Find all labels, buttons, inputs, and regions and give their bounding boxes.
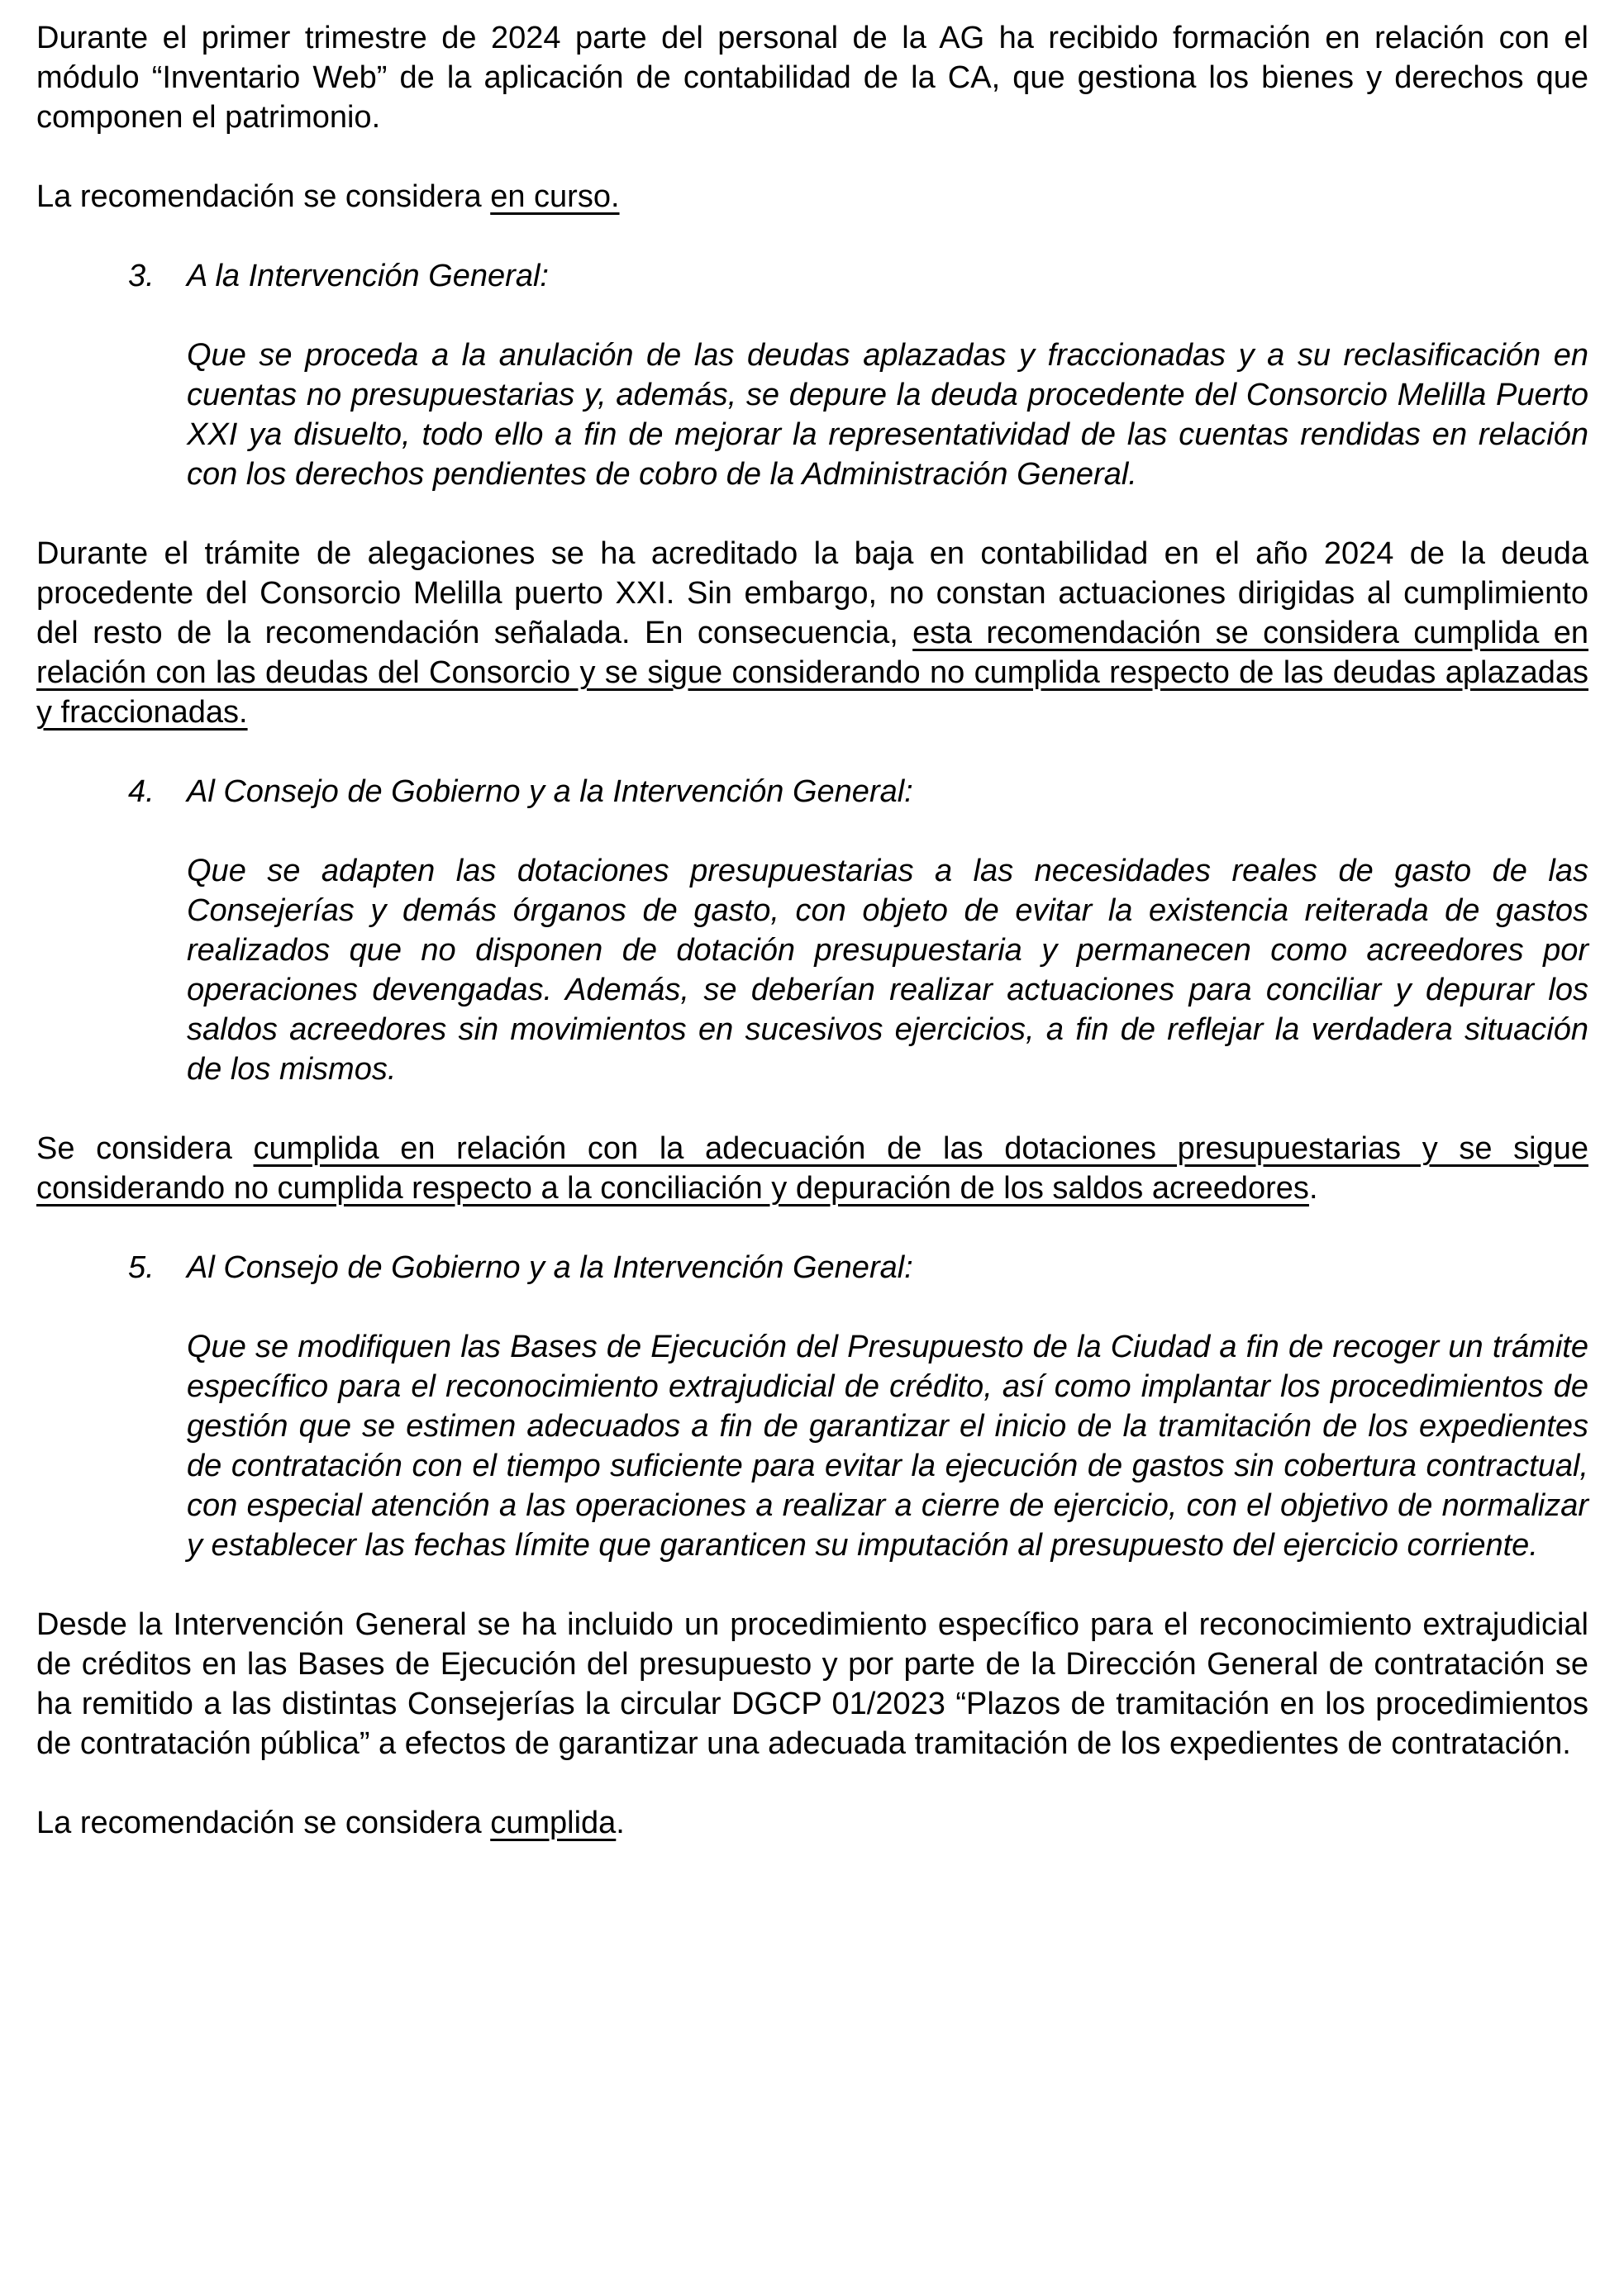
status-line-en-curso-text: La recomendación se considera xyxy=(36,179,491,214)
recommendation-3-quote: Que se proceda a la anulación de las deudas aplazadas y fraccionadas y a su reclasificación en cuentas no presupuestarias y, además, se depure la deuda procedente del Consorcio Melilla Puerto XXI ya disuelto, todo ello a fin de mejorar la representatividad de las cuentas rendidas en relación con los derechos pendientes de cobro de la Administración General. xyxy=(187,338,1588,492)
list-item-4-heading: Al Consejo de Gobierno y a la Intervención General: xyxy=(187,774,913,809)
paragraph-intro: Durante el primer trimestre de 2024 parte del personal de la AG ha recibido formación en relación con el módulo “Inventario Web” de la aplicación de contabilidad de la CA, que gestiona los bienes y derechos que componen el patrimonio. xyxy=(36,21,1588,135)
status-line-en-curso-underlined: en curso. xyxy=(490,179,620,214)
list-item-5-heading: Al Consejo de Gobierno y a la Intervención General: xyxy=(187,1250,913,1285)
list-item-3-heading: A la Intervención General: xyxy=(187,259,549,293)
response-3-text: Durante el trámite de alegaciones se ha acreditado la baja en contabilidad en el año 2024 de la deuda procedente del Consorcio Melilla puerto XXI. Sin embargo, no constan actuaciones dirigidas al cumplimiento del resto de la recomendación señalada. En consecuencia, xyxy=(36,536,1588,650)
status-line-cumplida xyxy=(36,1803,1588,1843)
list-item-3 xyxy=(128,256,1588,296)
status-line-cumplida-period: . xyxy=(616,1806,625,1840)
list-item-4-number: 4. xyxy=(128,774,155,809)
status-line-en-curso xyxy=(36,177,1588,217)
response-4-period: . xyxy=(1308,1171,1318,1206)
response-paragraph-3 xyxy=(36,534,1588,732)
list-item-3-number: 3. xyxy=(128,259,155,293)
response-paragraph-5: Desde la Intervención General se ha incluido un procedimiento específico para el reconocimiento extrajudicial de créditos en las Bases de Ejecución del presupuesto y por parte de la Dirección General de contratación se ha remitido a las distintas Consejerías la circular DGCP 01/2023 “Plazos de tramitación en los procedimientos de contratación pública” a efectos de garantizar una adecuada tramitación de los expedientes de contratación. xyxy=(36,1607,1588,1761)
list-item-4 xyxy=(128,772,1588,811)
recommendation-4-quote: Que se adapten las dotaciones presupuestarias a las necesidades reales de gasto de las Consejerías y demás órganos de gasto, con objeto de evitar la existencia reiterada de gastos realizados que no disponen de dotación presupuestaria y permanecen como acreedores por operaciones devengadas. Además, se deberían realizar actuaciones para conciliar y depurar los saldos acreedores sin movimientos en sucesivos ejercicios, a fin de reflejar la verdadera situación de los mismos. xyxy=(187,854,1588,1087)
list-item-5 xyxy=(128,1248,1588,1287)
recommendation-5-quote: Que se modifiquen las Bases de Ejecución del Presupuesto de la Ciudad a fin de recoger un trámite específico para el reconocimiento extrajudicial de crédito, así como implantar los procedimientos de gestión que se estimen adecuados a fin de garantizar el inicio de la tramitación de los expedientes de contratación con el tiempo suficiente para evitar la ejecución de gastos sin cobertura contractual, con especial atención a las operaciones a realizar a cierre de ejercicio, con el objetivo de normalizar y establecer las fechas límite que garanticen su imputación al presupuesto del ejercicio corriente. xyxy=(187,1330,1588,1563)
response-4-text: Se considera xyxy=(36,1131,254,1166)
status-line-cumplida-text: La recomendación se considera xyxy=(36,1806,491,1840)
response-paragraph-4 xyxy=(36,1129,1588,1208)
response-3-underlined: esta recomendación se considera cumplida en relación con las deudas del Consorcio y se sigue considerando no cumplida respecto de las deudas aplazadas y fraccionadas. xyxy=(36,616,1588,730)
status-line-cumplida-underlined: cumplida xyxy=(490,1806,617,1840)
list-item-5-number: 5. xyxy=(128,1250,155,1285)
response-4-underlined: cumplida en relación con la adecuación de las dotaciones presupuestarias y se sigue considerando no cumplida respecto a la conciliación y depuración de los saldos acreedores xyxy=(36,1131,1588,1206)
